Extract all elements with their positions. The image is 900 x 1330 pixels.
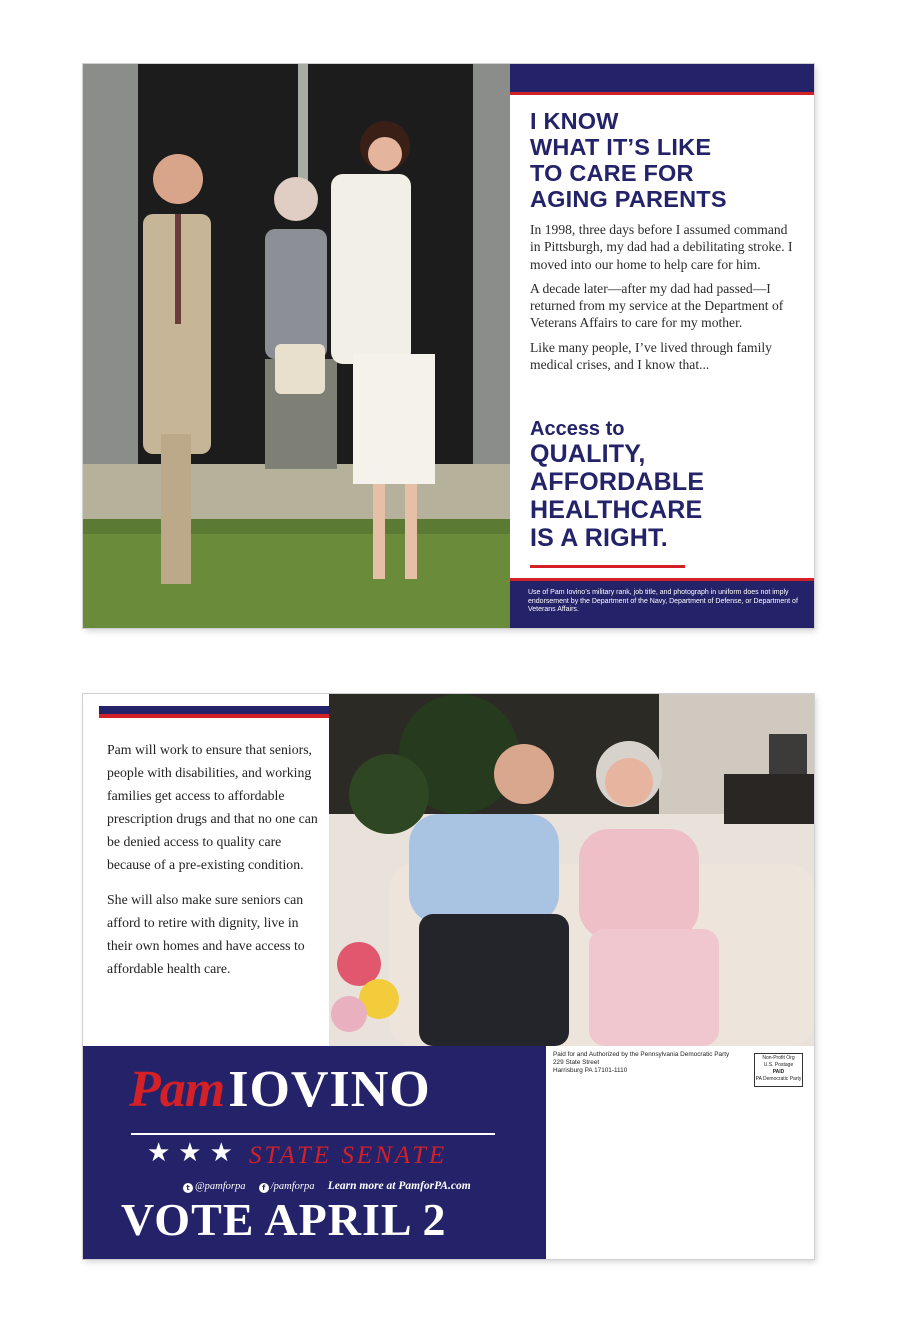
top-red-rule bbox=[510, 92, 814, 95]
body-paragraph: Like many people, I’ve lived through family medical crises, and I know that... bbox=[530, 339, 772, 373]
back-body-copy bbox=[107, 738, 321, 992]
paid-for-line: 229 State Street bbox=[553, 1059, 600, 1067]
twitter-handle: @pamforpa bbox=[195, 1181, 246, 1192]
mailer-back bbox=[83, 694, 814, 1259]
candidate-first-name: Pam bbox=[129, 1061, 225, 1118]
headline-line: AGING PARENTS bbox=[530, 186, 727, 212]
social-links bbox=[183, 1180, 471, 1193]
website-link: Learn more at PamforPA.com bbox=[327, 1180, 471, 1192]
indicia-line: PA Democratic Party bbox=[755, 1076, 802, 1082]
indicia-line: Non-Profit Org bbox=[762, 1055, 795, 1061]
candidate-brand-block bbox=[83, 1046, 546, 1259]
paid-for-line: Paid for and Authorized by the Pennsylvania Democratic Party bbox=[553, 1051, 730, 1058]
access-line: QUALITY, bbox=[530, 440, 646, 468]
front-message-panel bbox=[510, 64, 814, 628]
front-body-copy bbox=[530, 221, 798, 380]
headline-line: I KNOW bbox=[530, 108, 619, 134]
body-paragraph: Pam will work to ensure that seniors, people with disabilities, and working families get access to affordable prescription drugs and that no one can be denied access to quality care because of a pre-existing condition. bbox=[107, 742, 318, 872]
star-icon: ★★★ bbox=[147, 1138, 241, 1168]
headline-line: WHAT IT’S LIKE bbox=[530, 134, 712, 160]
navy-stripe bbox=[99, 706, 341, 714]
office-title: STATE SENATE bbox=[249, 1142, 448, 1169]
access-line: AFFORDABLE bbox=[530, 468, 705, 496]
parents-photo bbox=[329, 694, 814, 1046]
bottom-red-rule bbox=[510, 578, 814, 581]
candidate-last-name: IOVINO bbox=[228, 1061, 431, 1118]
twitter-icon: t bbox=[183, 1183, 193, 1193]
mailing-area bbox=[546, 1046, 814, 1259]
facebook-handle: /pamforpa bbox=[270, 1181, 315, 1192]
red-stripe bbox=[99, 714, 341, 718]
mailer-front bbox=[83, 64, 814, 628]
name-divider bbox=[131, 1133, 495, 1135]
access-intro: Access to bbox=[530, 418, 625, 440]
candidate-name bbox=[129, 1060, 431, 1119]
paid-for-notice bbox=[553, 1051, 743, 1076]
indicia-line: PAID bbox=[772, 1069, 785, 1075]
access-line: HEALTHCARE bbox=[530, 496, 703, 524]
disclaimer-text: Use of Pam Iovino’s military rank, job title, and photograph in uniform does not imply endorsement by the Department of the Navy, Department of Defense, or Department of Veterans Affairs. bbox=[528, 589, 798, 614]
top-navy-band bbox=[510, 64, 814, 92]
access-line: IS A RIGHT. bbox=[530, 524, 668, 552]
indicia-line: U.S. Postage bbox=[763, 1062, 794, 1068]
postage-indicia bbox=[754, 1053, 803, 1087]
front-headline bbox=[530, 108, 800, 212]
vote-date-callout: VOTE APRIL 2 bbox=[121, 1194, 447, 1245]
access-red-underline bbox=[530, 565, 685, 568]
paid-for-line: Harrisburg PA 17101-1110 bbox=[553, 1067, 628, 1075]
headline-line: TO CARE FOR bbox=[530, 160, 694, 186]
back-message-panel bbox=[83, 694, 329, 1046]
facebook-icon: f bbox=[259, 1183, 269, 1193]
body-paragraph: A decade later—after my dad had passed—I returned from my service at the Department of Veterans Affairs to care for my mother. bbox=[530, 280, 784, 331]
family-photo-front bbox=[83, 64, 510, 628]
body-paragraph: She will also make sure seniors can afford to retire with dignity, live in their own homes and have access to affordable health care. bbox=[107, 892, 305, 976]
access-statement bbox=[530, 418, 800, 552]
body-paragraph: In 1998, three days before I assumed command in Pittsburgh, my dad had a debilitating stroke. I moved into our home to help care for him. bbox=[530, 222, 793, 272]
